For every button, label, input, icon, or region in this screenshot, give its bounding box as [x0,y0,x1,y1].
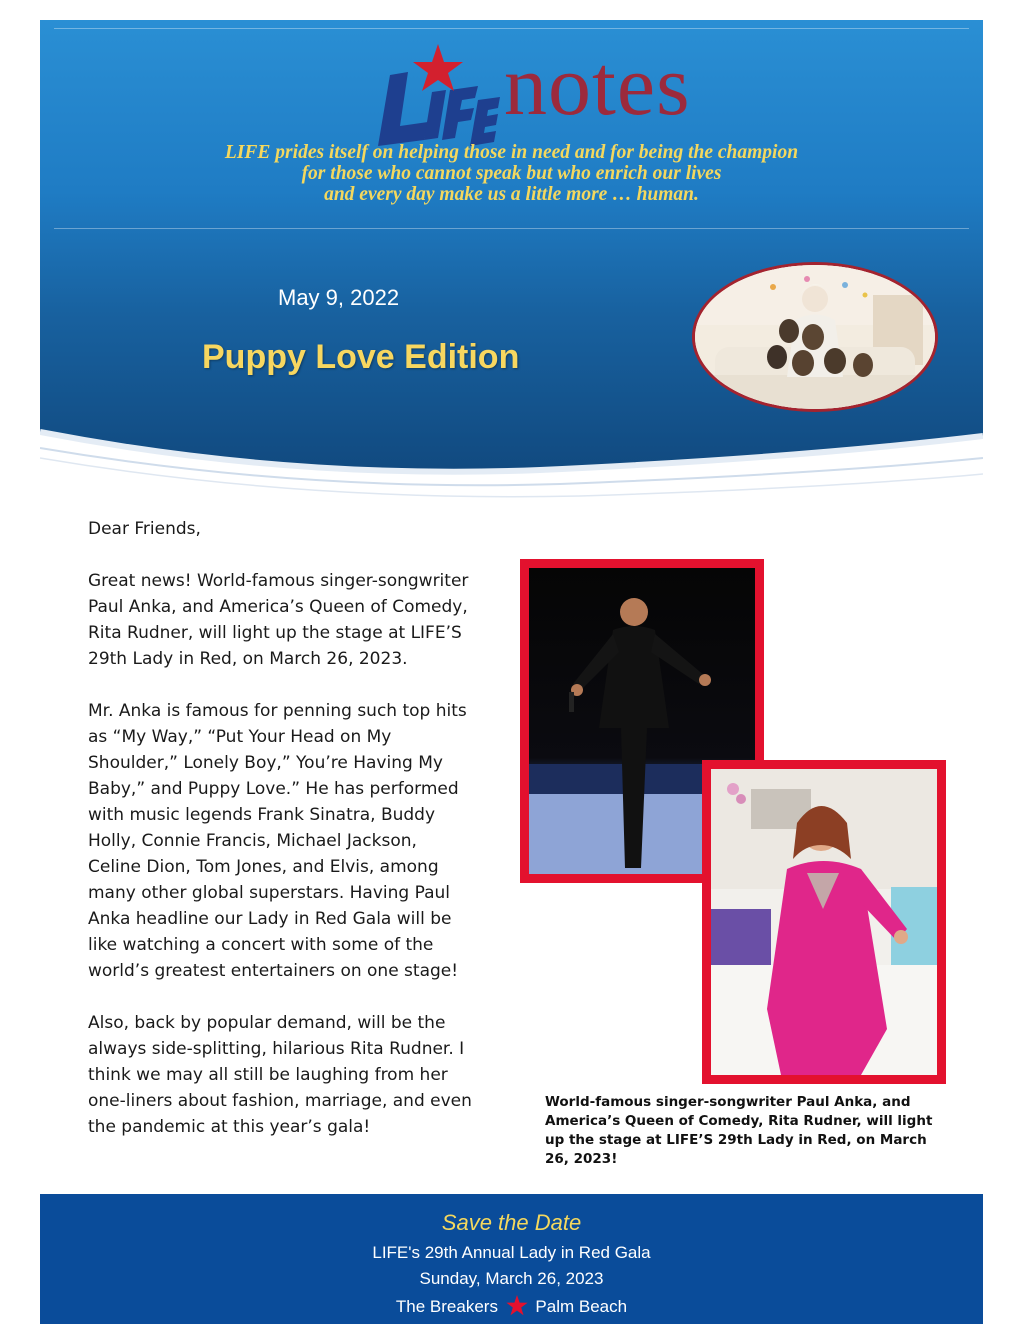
logo-notes-text: notes [504,37,691,133]
event-location [40,1295,983,1317]
venue-name: The Breakers [395,1297,498,1316]
woman-with-dogs-photo [692,262,938,412]
save-the-date-banner [40,1194,983,1324]
rita-rudner-illustration [711,769,937,1075]
newsletter-header [40,20,983,510]
edition-title: Puppy Love Edition [202,338,520,376]
event-date: Sunday, March 26, 2023 [419,1269,604,1288]
life-logo-icon [370,30,500,150]
venue-city: Palm Beach [535,1297,628,1316]
tagline-line-1: LIFE prides itself on helping those in need and for being the champion [224,142,799,163]
life-notes-logo [370,30,750,150]
rita-rudner-photo [702,760,946,1084]
header-divider-bottom [54,228,969,229]
tagline-line-3: and every day make us a little more … human. [324,184,699,205]
header-wave-graphic [40,400,983,510]
event-name: LIFE's 29th Annual Lady in Red Gala [372,1243,651,1262]
letter-paragraph-1: Great news! World-famous singer-songwriter Paul Anka, and America’s Queen of Comedy, Rita Rudner, will light up the stage at LIFE’S 29th Lady in Red, on March 26, 2023. [88,571,469,669]
issue-date: May 9, 2022 [278,285,400,310]
letter-paragraph-2: Mr. Anka is famous for penning such top hits as “My Way,” “Put Your Head on My Shoulder,” Lonely Boy,” You’re Having My Baby,” and Puppy Love.” He has performed with music legends Frank Sinatra, Buddy Holly, Connie Francis, Michael Jackson, Celine Dion, Tom Jones, and Elvis, among many other global superstars. Having Paul Anka headline our Lady in Red Gala will be like watching a concert with some of the world’s greatest entertainers on one stage! [88,701,467,981]
letter-greeting: Dear Friends, [88,519,201,539]
tagline-line-2: for those who cannot speak but who enrich our lives [301,163,722,184]
letter-paragraph-3: Also, back by popular demand, will be the always side-splitting, hilarious Rita Rudner. I think we may all still be laughing from her one-liners about fashion, marriage, and even the pandemic at this year’s gala! [88,1013,472,1137]
photo-caption: World-famous singer-songwriter Paul Anka, and America’s Queen of Comedy, Rita Rudner, will light up the stage at LIFE’S 29th Lady in Red, on March 26, 2023! [545,1094,933,1167]
header-divider-top [54,28,969,29]
save-the-date-heading: Save the Date [441,1210,582,1235]
star-icon [506,1295,528,1316]
letter-body [88,516,473,1166]
tagline [40,142,983,205]
woman-with-dogs-illustration [695,265,935,409]
